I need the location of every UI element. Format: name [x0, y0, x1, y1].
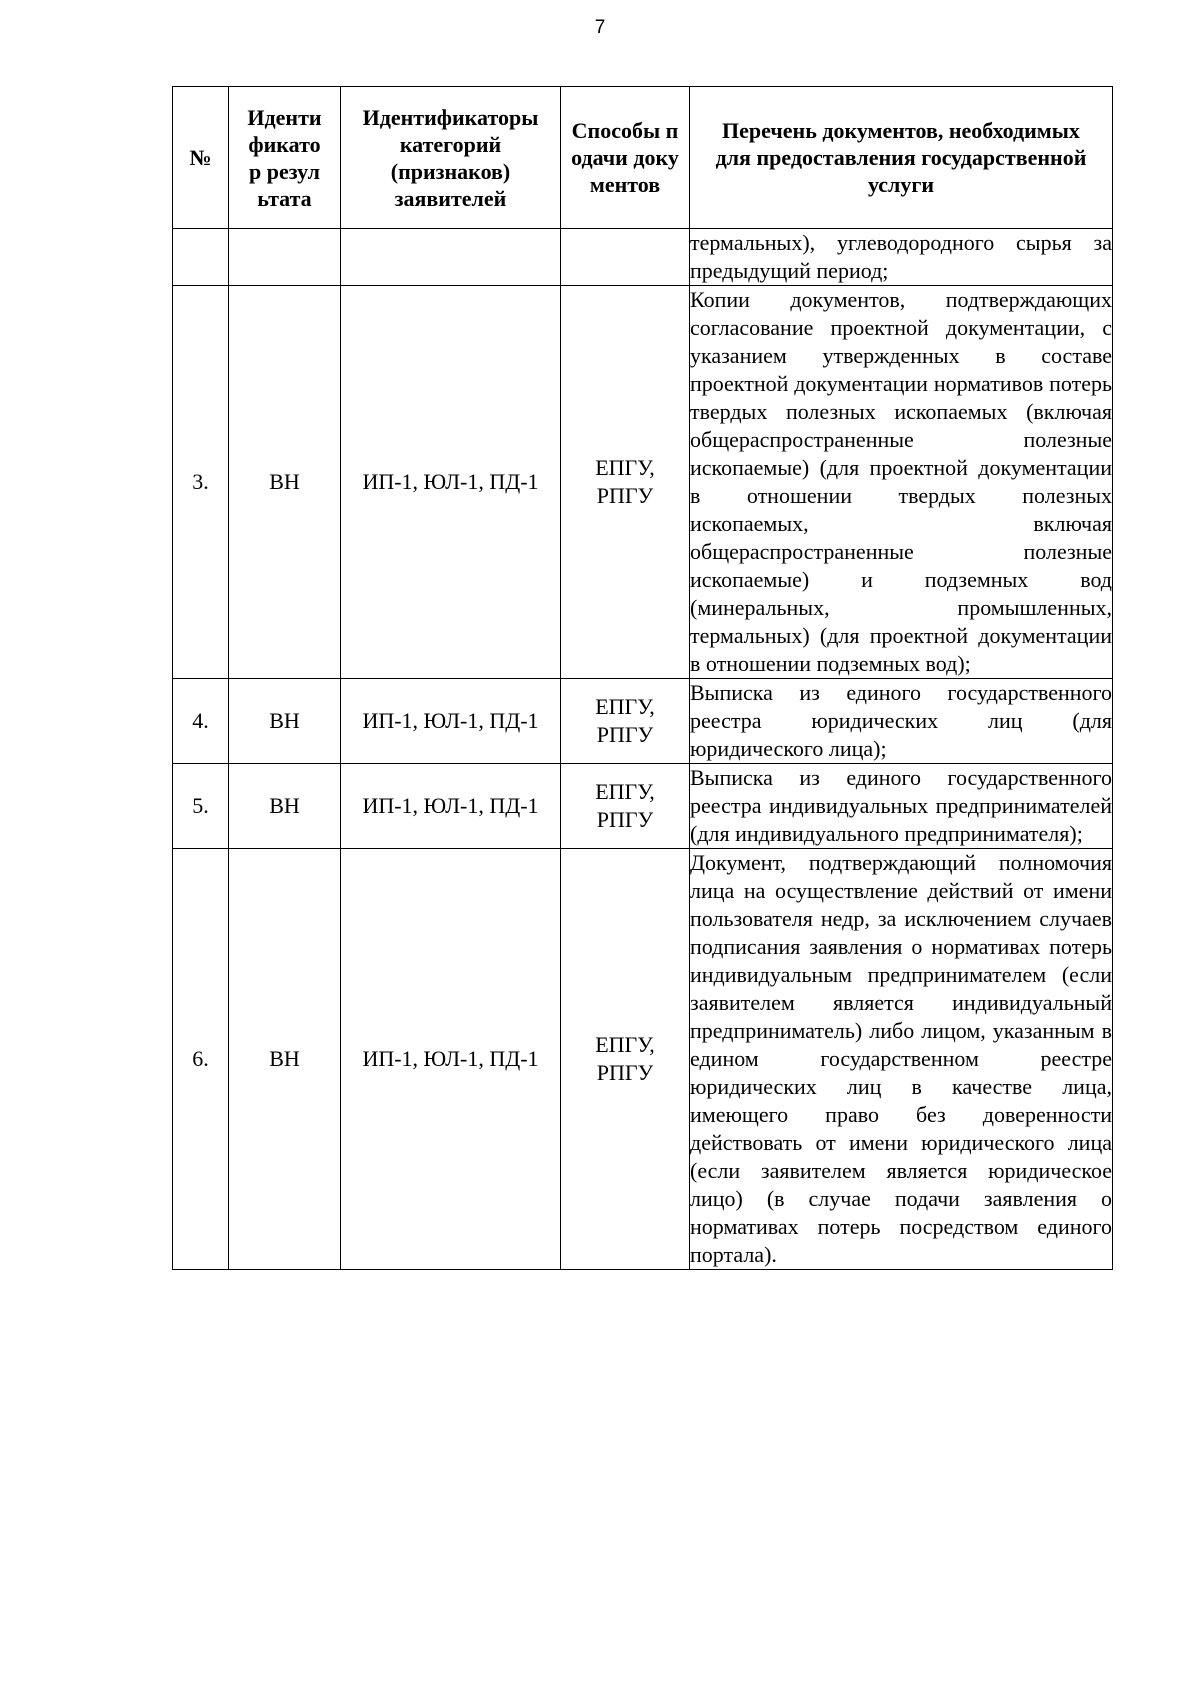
row-methods	[561, 849, 690, 1270]
row-method-2: РПГУ	[596, 1060, 654, 1085]
row-methods	[561, 229, 690, 286]
header-docs: Перечень документов, необходимых для предоставления государственной услуги	[690, 87, 1113, 229]
header-result-id: Идентификатор результата	[229, 87, 341, 229]
row-docs: Копии документов, подтверждающих согласование проектной документации, с указанием утвержденных в составе проектной документации нормативов потерь твердых полезных ископаемых (включая общераспространенные полезные ископаемые) (для проектной документации в отношении твердых полезных ископаемых, включая общераспространенные полезные ископаемые) и подземных вод (минеральных, промышленных, термальных) (для проектной документации в отношении подземных вод);	[690, 286, 1113, 679]
row-result-id	[229, 229, 341, 286]
row-num: 3.	[173, 286, 229, 679]
header-methods: Способы подачи документов	[561, 87, 690, 229]
row-method-2: РПГУ	[596, 807, 654, 832]
row-docs: Выписка из единого государственного реестра индивидуальных предпринимателей (для индивидуального предпринимателя);	[690, 764, 1113, 849]
row-categories: ИП-1, ЮЛ-1, ПД-1	[341, 286, 561, 679]
page-number: 7	[594, 17, 606, 38]
table-row	[173, 229, 1113, 286]
row-result-id: ВН	[229, 286, 341, 679]
row-docs: термальных), углеводородного сырья за предыдущий период;	[690, 229, 1113, 286]
row-categories: ИП-1, ЮЛ-1, ПД-1	[341, 849, 561, 1270]
row-method-1: ЕПГУ,	[595, 779, 655, 804]
header-num: №	[173, 87, 229, 229]
row-method-1: ЕПГУ,	[595, 455, 655, 480]
row-result-id: ВН	[229, 849, 341, 1270]
table-row	[173, 764, 1113, 849]
row-num: 6.	[173, 849, 229, 1270]
row-method-1: ЕПГУ,	[595, 694, 655, 719]
row-categories: ИП-1, ЮЛ-1, ПД-1	[341, 764, 561, 849]
table-header-row	[173, 87, 1113, 229]
row-docs: Документ, подтверждающий полномочия лица на осуществление действий от имени пользователя недр, за исключением случаев подписания заявления о нормативах потерь индивидуальным предпринимателем (если заявителем является индивидуальный предприниматель) либо лицом, указанным в едином государственном реестре юридических лиц в качестве лица, имеющего право без доверенности действовать от имени юридического лица (если заявителем является юридическое лицо) (в случае подачи заявления о нормативах потерь посредством единого портала).	[690, 849, 1113, 1270]
row-categories: ИП-1, ЮЛ-1, ПД-1	[341, 679, 561, 764]
row-result-id: ВН	[229, 679, 341, 764]
table-row	[173, 286, 1113, 679]
header-categories: Идентификаторы категорий (признаков) заявителей	[341, 87, 561, 229]
row-method-2: РПГУ	[596, 722, 654, 747]
table-row	[173, 849, 1113, 1270]
documents-table	[172, 86, 1113, 1270]
row-categories	[341, 229, 561, 286]
row-result-id: ВН	[229, 764, 341, 849]
row-num: 4.	[173, 679, 229, 764]
row-num	[173, 229, 229, 286]
row-num: 5.	[173, 764, 229, 849]
row-methods	[561, 764, 690, 849]
row-docs: Выписка из единого государственного реестра юридических лиц (для юридического лица);	[690, 679, 1113, 764]
row-method-1: ЕПГУ,	[595, 1032, 655, 1057]
row-method-2: РПГУ	[596, 483, 654, 508]
row-methods	[561, 286, 690, 679]
row-methods	[561, 679, 690, 764]
table-row	[173, 679, 1113, 764]
